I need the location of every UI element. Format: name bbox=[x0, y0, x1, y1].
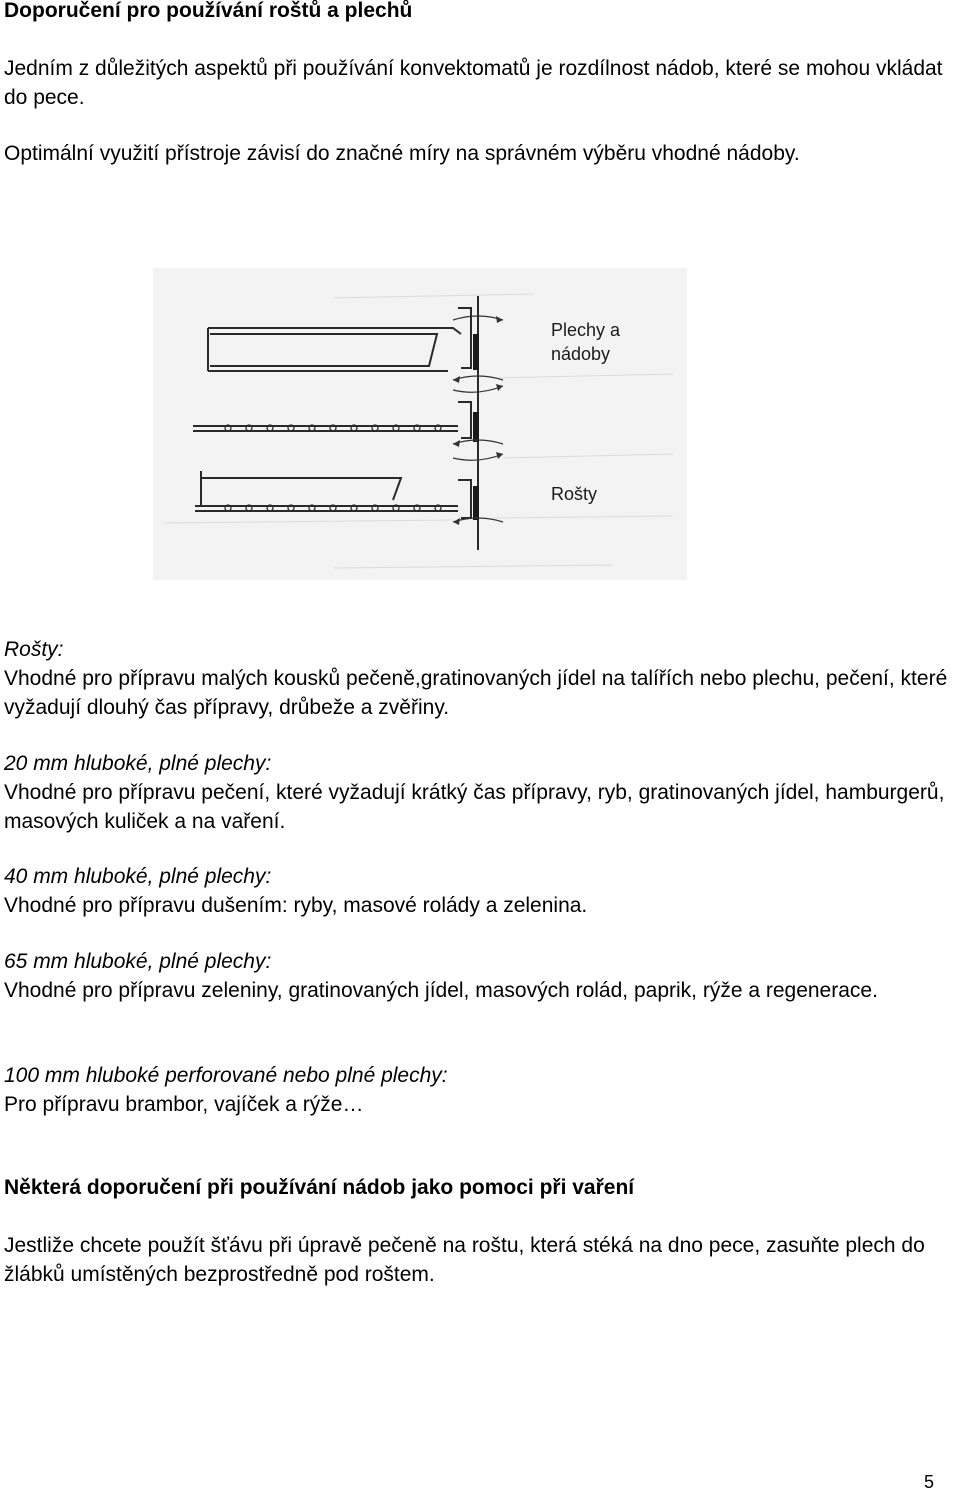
section-20mm-pans bbox=[4, 749, 952, 836]
section-text: Pro přípravu brambor, vajíček a rýže… bbox=[4, 1093, 364, 1116]
section-text: Vhodné pro přípravu pečení, které vyžadují krátký čas přípravy, ryb, gratinovaných jídel, hamburgerů, masových kuliček a na vaření. bbox=[4, 781, 945, 833]
section-heading: Rošty: bbox=[4, 638, 64, 661]
section-text: Vhodné pro přípravu zeleniny, gratinovaných jídel, masových rolád, paprik, rýže a regenerace. bbox=[4, 979, 878, 1002]
recommendations-heading: Některá doporučení při používání nádob jako pomoci při vaření bbox=[4, 1176, 635, 1199]
section-text: Vhodné pro přípravu malých kousků pečeně,gratinovaných jídel na talířích nebo plechu, pečení, které vyžadují dlouhý čas přípravy, drůbeže a zvěřiny. bbox=[4, 667, 948, 719]
section-heading: 40 mm hluboké, plné plechy: bbox=[4, 865, 272, 888]
section-text: Vhodné pro přípravu dušením: ryby, masové rolády a zelenina. bbox=[4, 894, 588, 917]
tip-paragraph: Jestliže chcete použít šťávu při úpravě pečeně na roštu, která stéká na dno pece, zasuňte plech do žlábků umístěných bezprostředně pod roštem. bbox=[4, 1234, 925, 1286]
section-100mm-pans bbox=[4, 1061, 952, 1119]
section-racks bbox=[4, 635, 952, 722]
page-title: Doporučení pro používání roštů a plechů bbox=[4, 0, 413, 22]
section-40mm-pans bbox=[4, 862, 952, 920]
section-heading: 20 mm hluboké, plné plechy: bbox=[4, 752, 272, 775]
page-number: 5 bbox=[923, 1472, 934, 1492]
oven-shelves-diagram bbox=[153, 268, 687, 580]
intro-paragraph: Jedním z důležitých aspektů při používání konvektomatů je rozdílnost nádob, které se mohou vkládat do pece. bbox=[4, 57, 943, 109]
label-pans-line2: nádoby bbox=[551, 344, 611, 364]
oven-shelves-figure bbox=[153, 268, 687, 580]
section-65mm-pans bbox=[4, 947, 952, 1005]
section-heading: 65 mm hluboké, plné plechy: bbox=[4, 950, 272, 973]
label-racks: Rošty bbox=[551, 484, 598, 504]
label-pans bbox=[551, 318, 620, 366]
label-pans-line1: Plechy a bbox=[551, 320, 621, 340]
intro-paragraph-2: Optimální využití přístroje závisí do značné míry na správném výběru vhodné nádoby. bbox=[4, 142, 800, 165]
section-heading: 100 mm hluboké perforované nebo plné plechy: bbox=[4, 1064, 448, 1087]
rail-guides bbox=[473, 334, 479, 520]
